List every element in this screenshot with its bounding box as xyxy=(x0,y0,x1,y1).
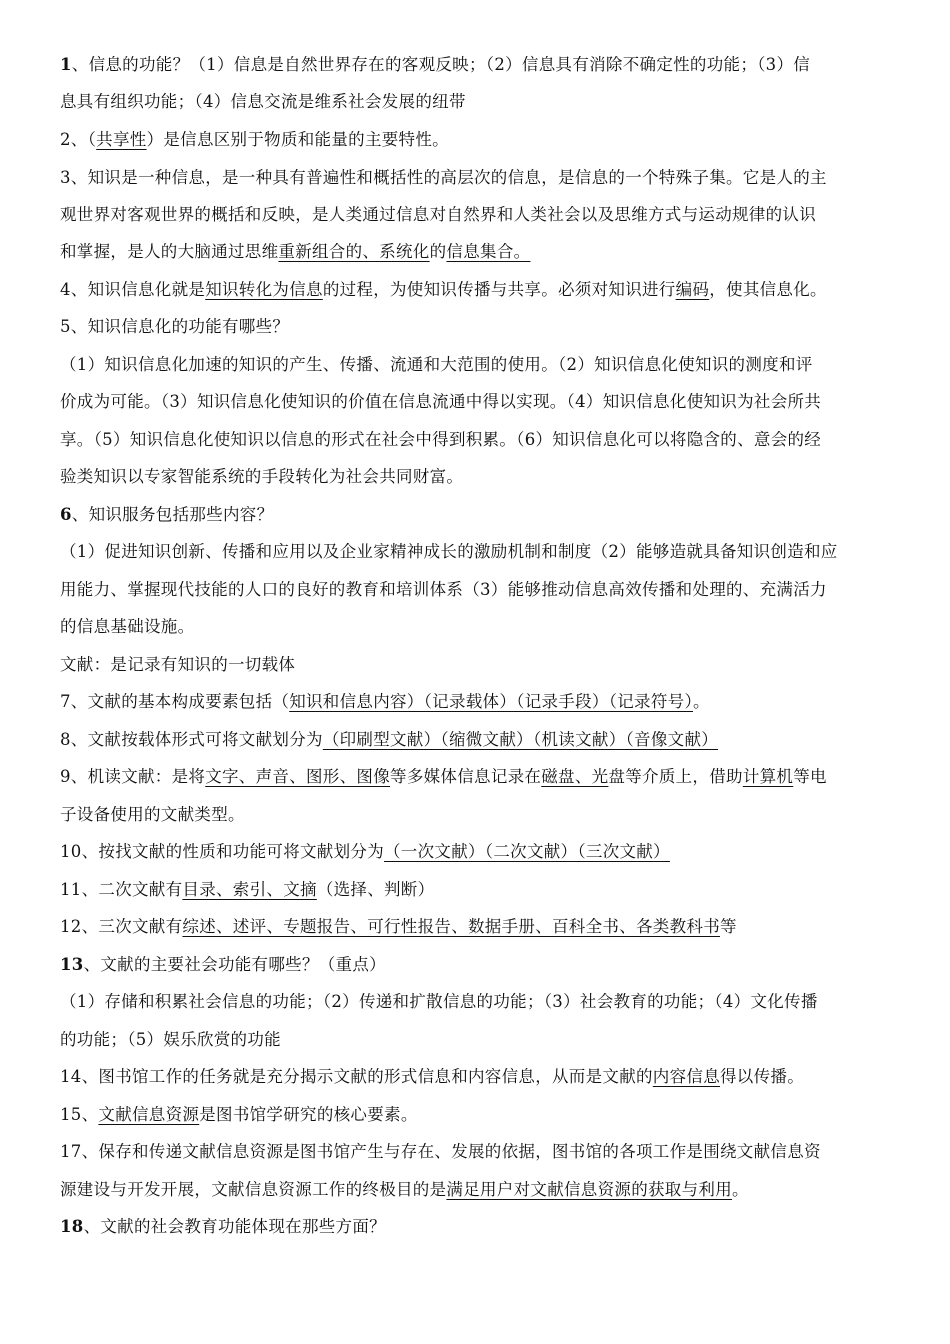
text-segment: （1）知识信息化加速的知识的产生、传播、流通和大范围的使用。（2）知识信息化使知识的测度和评 xyxy=(60,355,813,374)
text-line xyxy=(60,805,900,825)
text-segment: 11、二次文献有 xyxy=(60,880,183,899)
text-segment: 3、知识是一种信息，是一种具有普遍性和概括性的高层次的信息，是信息的一个特殊子集。它是人的主 xyxy=(60,168,827,187)
underlined-text: 满足用户对文献信息资源的获取与利用 xyxy=(446,1180,733,1199)
text-segment: 源建设与开发开展，文献信息资源工作的终极目的是 xyxy=(60,1180,447,1199)
text-segment: 和掌握，是人的大脑通过思维 xyxy=(60,242,279,261)
text-segment: 价成为可能。（3）知识信息化使知识的价值在信息流通中得以实现。（4）知识信息化使知识为社会所共 xyxy=(60,392,822,411)
text-segment: 9、机读文献：是将 xyxy=(60,767,206,786)
text-line xyxy=(60,505,900,525)
text-segment: 、文献的社会教育功能体现在那些方面？ xyxy=(83,1217,386,1236)
text-segment: （1）存储和积累社会信息的功能；（2）传递和扩散信息的功能；（3）社会教育的功能；（4）文化传播 xyxy=(60,992,818,1011)
text-segment: 得以传播。 xyxy=(720,1067,804,1086)
text-segment: 14、图书馆工作的任务就是充分揭示文献的形式信息和内容信息，从而是文献的 xyxy=(60,1067,653,1086)
bold-number: 6 xyxy=(60,505,72,524)
text-line xyxy=(60,617,900,637)
text-line xyxy=(60,1030,900,1050)
text-segment: 享。（5）知识信息化使知识以信息的形式在社会中得到积累。（6）知识信息化可以将隐含的、意会的经 xyxy=(60,430,822,449)
text-line xyxy=(60,280,900,300)
text-segment: 的 xyxy=(429,242,447,261)
text-segment: 文献：是记录有知识的一切载体 xyxy=(60,655,296,674)
text-line xyxy=(60,692,900,712)
text-line xyxy=(60,880,900,900)
text-segment: 的过程，为使知识传播与共享。必须对知识进行 xyxy=(322,280,676,299)
text-segment: 息具有组织功能；（4）信息交流是维系社会发展的纽带 xyxy=(60,92,466,111)
text-line xyxy=(60,1142,900,1162)
text-segment: 用能力、掌握现代技能的人口的良好的教育和培训体系（3）能够推动信息高效传播和处理的、充满活力 xyxy=(60,580,827,599)
bold-number: 1 xyxy=(60,55,72,74)
underlined-text: 文献信息资源 xyxy=(98,1105,200,1124)
text-segment: 10、按找文献的性质和功能可将文献划分为 xyxy=(60,842,384,861)
underlined-text: 知识和信息内容）（记录载体）（记录手段）（记录符号） xyxy=(289,692,694,711)
text-segment: 等多媒体信息记录在 xyxy=(390,767,542,786)
text-segment: 4、知识信息化就是 xyxy=(60,280,206,299)
underlined-text: 信息集合。 xyxy=(446,242,531,261)
text-segment: 2、（ xyxy=(60,130,97,149)
text-line xyxy=(60,205,900,225)
text-segment: 8、文献按载体形式可将文献划分为 xyxy=(60,730,323,749)
underlined-text: 重新组合的、系统化 xyxy=(278,242,430,261)
text-line xyxy=(60,1180,900,1200)
text-line xyxy=(60,130,900,150)
underlined-text: （一次文献）（二次文献）（三次文献） xyxy=(384,842,670,861)
text-segment: 15、 xyxy=(60,1105,99,1124)
text-line xyxy=(60,542,900,562)
text-segment: 子设备使用的文献类型。 xyxy=(60,805,245,824)
bold-number: 13 xyxy=(60,955,84,974)
text-line xyxy=(60,242,900,262)
text-line xyxy=(60,655,900,675)
text-segment: 等 xyxy=(720,917,737,936)
underlined-text: 综述、述评、专题报告、可行性报告、数据手册、百科全书、各类教科书 xyxy=(182,917,721,936)
text-line xyxy=(60,355,900,375)
underlined-text: 计算机 xyxy=(742,767,794,786)
underlined-text: 编码 xyxy=(675,280,710,299)
text-line xyxy=(60,992,900,1012)
text-segment: 、知识服务包括那些内容？ xyxy=(71,505,274,524)
bold-number: 18 xyxy=(60,1217,84,1236)
text-segment: 盘等介质上，借助 xyxy=(608,767,743,786)
text-line xyxy=(60,1067,900,1087)
text-segment: 12、三次文献有 xyxy=(60,917,183,936)
text-line xyxy=(60,55,900,75)
text-line xyxy=(60,580,900,600)
text-segment: 、文献的主要社会功能有哪些？（重点） xyxy=(83,955,386,974)
text-segment: 验类知识以专家智能系统的手段转化为社会共同财富。 xyxy=(60,467,464,486)
text-line xyxy=(60,92,900,112)
text-segment: 等电 xyxy=(793,767,827,786)
text-segment: 的功能；（5）娱乐欣赏的功能 xyxy=(60,1030,281,1049)
underlined-text: 磁盘、光 xyxy=(541,767,609,786)
text-line xyxy=(60,1105,900,1125)
text-segment: 是图书馆学研究的核心要素。 xyxy=(199,1105,418,1124)
text-segment: 5、知识信息化的功能有哪些？ xyxy=(60,317,290,336)
underlined-text: 知识转化为信息 xyxy=(205,280,323,299)
text-segment: （选择、判断） xyxy=(316,880,435,899)
text-segment: 的信息基础设施。 xyxy=(60,617,195,636)
underlined-text: （印刷型文献）（缩微文献）（机读文献）（音像文献） xyxy=(322,730,719,749)
text-line xyxy=(60,917,900,937)
text-segment: ）是信息区别于物质和能量的主要特性。 xyxy=(146,130,449,149)
text-line xyxy=(60,392,900,412)
text-segment: 。 xyxy=(732,1180,749,1199)
text-segment: 。 xyxy=(693,692,710,711)
text-line xyxy=(60,955,900,975)
text-line xyxy=(60,317,900,337)
text-line xyxy=(60,467,900,487)
text-line xyxy=(60,1217,900,1237)
text-segment: 观世界对客观世界的概括和反映，是人类通过信息对自然界和人类社会以及思维方式与运动规律的认识 xyxy=(60,205,816,224)
text-line xyxy=(60,730,900,750)
text-segment: 、信息的功能？（1）信息是自然世界存在的客观反映；（2）信息具有消除不确定性的功能；（3）信 xyxy=(71,55,811,74)
text-segment: （1）促进知识创新、传播和应用以及企业家精神成长的激励机制和制度（2）能够造就具备知识创造和应 xyxy=(60,542,838,561)
text-line xyxy=(60,842,900,862)
underlined-text: 目录、索引、文摘 xyxy=(182,880,317,899)
text-line xyxy=(60,767,900,787)
text-segment: 17、保存和传递文献信息资源是图书馆产生与存在、发展的依据，图书馆的各项工作是围绕文献信息资 xyxy=(60,1142,821,1161)
text-segment: ，使其信息化。 xyxy=(709,280,827,299)
text-line xyxy=(60,430,900,450)
text-line xyxy=(60,168,900,188)
underlined-text: 共享性 xyxy=(96,130,147,149)
text-segment: 7、文献的基本构成要素包括（ xyxy=(60,692,290,711)
underlined-text: 内容信息 xyxy=(652,1067,720,1086)
underlined-text: 文字、声音、图形、图像 xyxy=(205,767,391,786)
